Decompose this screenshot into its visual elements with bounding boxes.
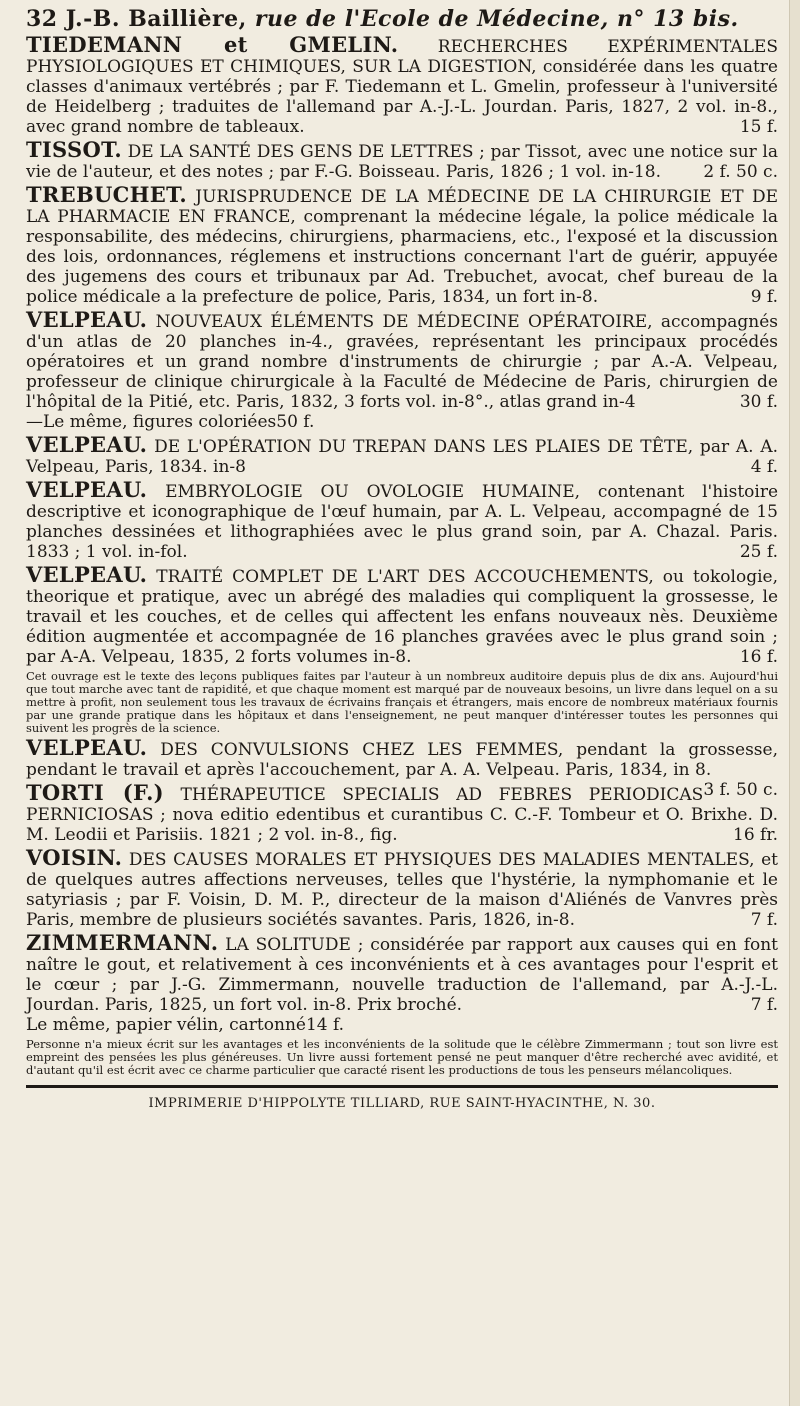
entry-price: 25 f. (739, 542, 778, 562)
bottom-rule (26, 1085, 778, 1088)
entry-author: TISSOT. (26, 137, 122, 162)
entry-text: RECHERCHES EXPÉRIMENTALES PHYSIOLOGIQUES ET CHIMIQUES, SUR LA DIGESTION, considérée dans les quatre classes d'animaux vertébrés ; par F. Tiedemann et L. Gmelin, professeur à l'université de Heidelberg ; traduites de l'allemand par A.-J.-L. Jourdan. Paris, 1827, 2 vol. in-8., avec grand nombre de tableaux. (26, 37, 778, 137)
catalogue-entry (26, 307, 778, 412)
entry-text: EMBRYOLOGIE OU OVOLOGIE HUMAINE, contenant l'histoire descriptive et iconographique de l'œuf humain, par A. L. Velpeau, accompagné de 15 planches dessinées et lithographiées avec le plus grand soin, par A. Chazal. Paris. 1833 ; 1 vol. in-fol. (26, 482, 779, 562)
variant-price: 14 f. (305, 1015, 345, 1035)
entry-author: VELPEAU. (26, 477, 148, 502)
printer-imprint: IMPRIMERIE D'HIPPOLYTE TILLIARD, RUE SAINT-HYACINTHE, N. 30. (148, 1096, 656, 1111)
catalogue-entry (26, 137, 779, 182)
entry-author: ZIMMERMANN. (26, 930, 219, 955)
entry-price: 16 fr. (733, 825, 778, 845)
catalogue-entry (26, 562, 778, 667)
entry-price: 16 f. (739, 647, 778, 667)
entry-author: TIEDEMANN et GMELIN. (26, 32, 399, 57)
entry-text: TRAITÉ COMPLET DE L'ART DES ACCOUCHEMENTS, ou tokologie, theorique et pratique, avec un abrégé des maladies qui compliquent la grossesse, le travail et les couches, et de celles qui affectent les enfans nouveaux nès. Deuxième édition augmentée et accompagnée de 16 planches gravées avec le plus grand soin ; par A-A. Velpeau, 1835, 2 forts volumes in-8. (26, 567, 778, 667)
entry-author: VELPEAU. (26, 735, 148, 760)
catalogue-entry (26, 930, 779, 1015)
catalogue-entry (26, 32, 778, 137)
entry-price: 9 f. (750, 287, 778, 307)
entry-variant (26, 1015, 778, 1035)
entry-text: JURISPRUDENCE DE LA MÉDECINE DE LA CHIRURGIE ET DE LA PHARMACIE EN FRANCE, comprenant la médecine légale, la police médicale la responsabilite, des médecins, chirurgiens, pharmaciens, etc., l'exposé et la discussion des lois, ordonnances, réglemens et instructions concernant l'art de guérir, appuyée des jugemens des cours et tribunaux par Ad. Trebuchet, avocat, chef bureau de la police médicale a la prefecture de police, Paris, 1834, un fort in-8. (26, 187, 778, 307)
entry-text: NOUVEAUX ÉLÉMENTS DE MÉDECINE OPÉRATOIRE, accompagnés d'un atlas de 20 planches in-4., gravées, représentant les principaux procédés opératoires et un grand nombre d'instruments de chirurgie ; par A.-A. Velpeau, professeur de clinique chirurgicale à la Faculté de Médecine de Paris, chirurgien de l'hôpital de la Pitié, etc. Paris, 1832, 3 forts vol. in-8°., atlas grand in-4 (26, 312, 778, 412)
entry-text: DE L'OPÉRATION DU TREPAN DANS LES PLAIES DE TÊTE, par A. A. Velpeau, Paris, 1834. in-8 (26, 437, 779, 477)
entry-text: LA SOLITUDE ; considérée par rapport aux causes qui en font naître le gout, et relativement à ces inconvénients et à ces avantages pour l'esprit et le cœur ; par J.-G. Zimmermann, nouvelle traduction de l'allemand, par A.-J.-L. Jourdan. Paris, 1825, un fort vol. in-8. Prix broché. (26, 935, 779, 1015)
entry-variant (26, 412, 778, 432)
catalogue-entry (26, 845, 778, 930)
page-header (26, 6, 778, 32)
catalogue-entry (26, 432, 779, 477)
entry-price: 30 f. (739, 392, 778, 412)
entry-price: 7 f. (750, 995, 778, 1015)
entry-price: 2 f. 50 c. (703, 162, 778, 182)
page-number: 32 (26, 6, 58, 32)
entry-text: DES CONVULSIONS CHEZ LES FEMMES, pendant la grossesse, pendant le travail et après l'accouchement, par A. A. Velpeau. Paris, 1834, in 8. (26, 740, 778, 780)
entry-note: Personne n'a mieux écrit sur les avantages et les inconvénients de la solitude que le célèbre Zimmermann ; tout son livre est empreint des pensées les plus généreuses. Un livre aussi fortement pensé ne peut manquer d'être recherché avec avidité, et d'autant qu'il est écrit avec ce charme particulier que caracté risent les productions de tous les penseurs mélancoliques. (26, 1037, 778, 1077)
entry-author: TREBUCHET. (26, 182, 187, 207)
entry-text: DES CAUSES MORALES ET PHYSIQUES DES MALADIES MENTALES, et de quelques autres affections nerveuses, telles que l'hystérie, la nymphomanie et le satyriasis ; par F. Voisin, D. M. P., directeur de la maison d'Aliénés de Vanvres près Paris, membre de plusieurs sociétés savantes. Paris, 1826, in-8. (26, 850, 778, 930)
entry-price: 3 f. 50 c. (703, 780, 778, 800)
entry-price: 4 f. (750, 457, 778, 477)
entry-list (26, 32, 779, 1077)
entry-author: VELPEAU. (26, 562, 148, 587)
catalogue-entry (26, 780, 778, 845)
entry-author: VELPEAU. (26, 307, 148, 332)
entry-price: 7 f. (750, 910, 778, 930)
variant-text: —Le même, figures coloriées (26, 412, 277, 432)
entry-text: THÉRAPEUTICE SPECIALIS AD FEBRES PERIODICAS PERNICIOSAS ; nova editio edentibus et curantibus C. C.-F. Tombeur et O. Brixhe. D. M. Leodii et Parisiis. 1821 ; 2 vol. in-8., fig. (26, 785, 778, 845)
entry-author: TORTI (F.) (26, 780, 164, 805)
entry-text: DE LA SANTÉ DES GENS DE LETTRES ; par Tissot, avec une notice sur la vie de l'auteur, et des notes ; par F.-G. Boisseau. Paris, 1826 ; 1 vol. in-18. (26, 142, 779, 182)
variant-price: 50 f. (276, 412, 315, 432)
entry-author: VOISIN. (26, 845, 123, 870)
page-edge (789, 0, 800, 1406)
entry-price: 15 f. (739, 117, 778, 137)
entry-author: VELPEAU. (26, 432, 148, 457)
publisher-name: J.-B. Baillière, (65, 6, 247, 32)
publisher-address: rue de l'Ecole de Médecine, n° 13 bis. (254, 6, 739, 32)
catalogue-entry (26, 182, 778, 307)
catalogue-page (26, 0, 778, 1111)
entry-note: Cet ouvrage est le texte des leçons publiques faites par l'auteur à un nombreux auditoire depuis plus de dix ans. Aujourd'hui que tout marche avec tant de rapidité, et que chaque moment est marqué par de nouveaux besoins, un livre dans lequel on a su mettre à profit, non seulement tous les travaux de écrivains français et étrangers, mais encore de nombreux matériaux fournis par une grande pratique dans les hôpitaux et dans l'enseignement, ne peut manquer d'intéresser toutes les personnes qui suivent les progrès de la science. (26, 669, 778, 735)
variant-text: Le même, papier vélin, cartonné (26, 1015, 306, 1035)
catalogue-entry (26, 477, 779, 562)
